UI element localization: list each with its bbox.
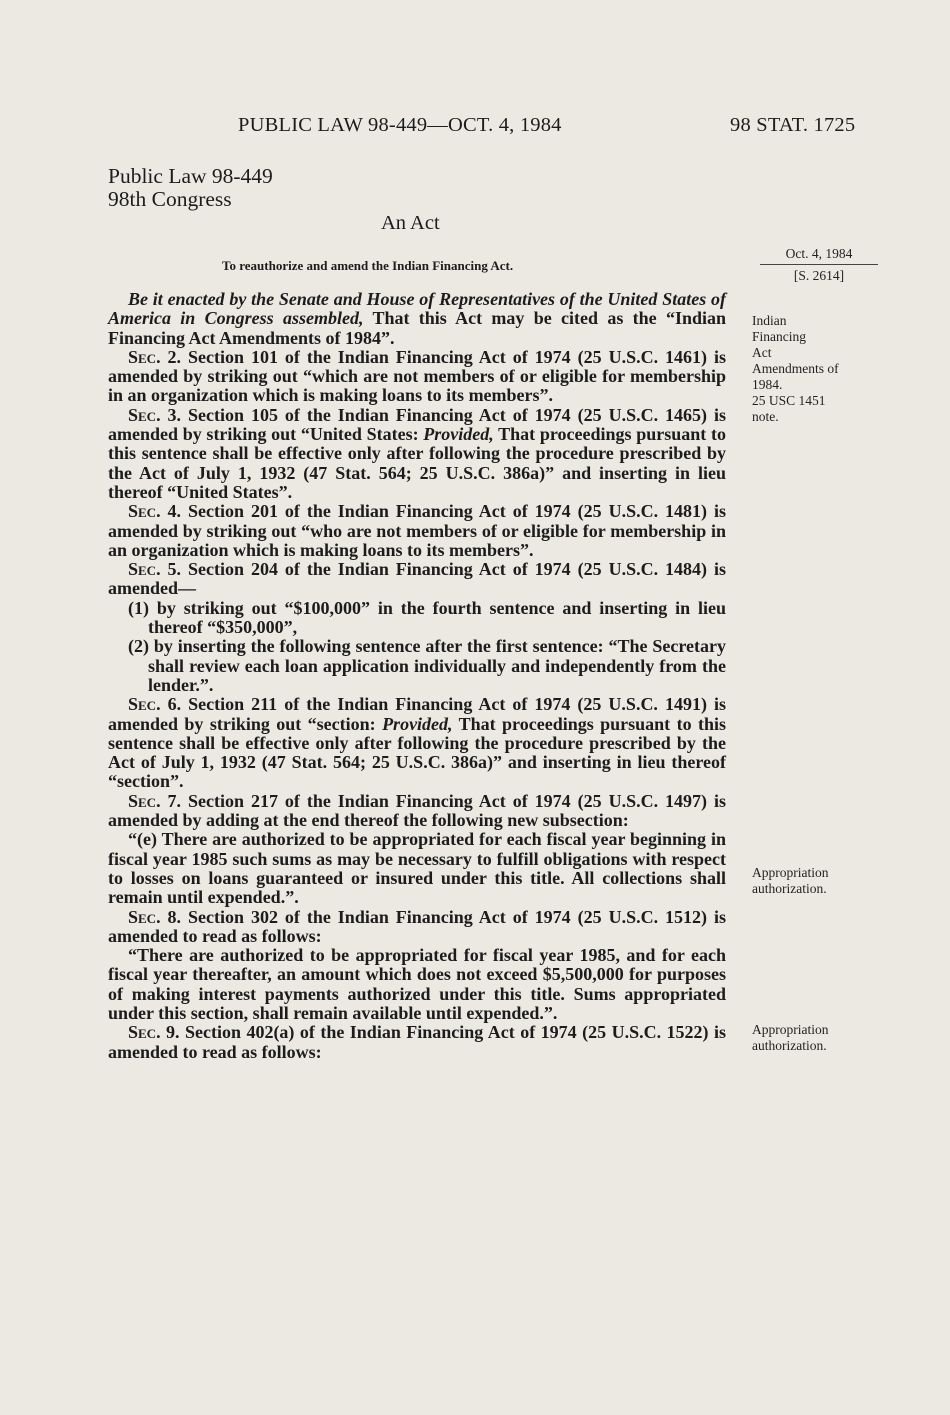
section-6 xyxy=(108,695,726,791)
section-9 xyxy=(108,1023,726,1062)
section-text: Section 211 of the Indian Financing Act of 1974 (25 U.S.C. 1491) is amended by striking out “section: xyxy=(108,694,726,734)
section-label: Sec. 6. xyxy=(128,694,182,715)
congress-number: 98th Congress xyxy=(108,187,232,211)
bill-number: [S. 2614] xyxy=(793,268,845,283)
margin-line: authorization. xyxy=(752,1038,827,1053)
margin-line: Financing xyxy=(752,329,806,344)
section-8-quote: “There are authorized to be appropriated for fiscal year 1985, and for each fiscal year thereafter, an amount which does not exceed $5,500,000 for purposes of making interest payments authorized under this title. Sums appropriated under this section, shall remain available until expended.”. xyxy=(108,945,726,1023)
section-label: Sec. 2. xyxy=(128,346,182,367)
margin-line: 25 USC 1451 xyxy=(752,393,826,408)
margin-line: authorization. xyxy=(752,881,827,896)
section-label: Sec. 4. xyxy=(128,501,182,522)
enacting-clause: Be it enacted by the Senate and House of Representatives of the United States of America in Congress assembled, xyxy=(108,289,726,329)
act-heading: An Act xyxy=(381,212,440,234)
stat-page-number: 98 STAT. 1725 xyxy=(730,114,856,136)
section-label: Sec. 5. xyxy=(128,559,182,580)
margin-note-short-title xyxy=(752,313,882,425)
section-text: Section 101 of the Indian Financing Act of 1974 (25 U.S.C. 1461) is amended by striking out “which are not members of or eligible for membership in an organization which is making loans to its members”. xyxy=(108,346,726,406)
margin-line: note. xyxy=(752,409,779,424)
margin-line: Amendments of xyxy=(752,361,839,376)
act-body xyxy=(108,290,726,1062)
section-7 xyxy=(108,792,726,831)
running-head xyxy=(0,114,950,144)
section-text: That proceedings pursuant to this sentence shall be effective only after following the procedure prescribed by the Act of July 1, 1932 (47 Stat. 564; 25 U.S.C. 386a)” and inserting in lieu thereof “United States”. xyxy=(108,424,726,502)
enactment-date: Oct. 4, 1984 xyxy=(760,246,878,265)
margin-line: 1984. xyxy=(752,377,783,392)
section-5-item-2: (2) by inserting the following sentence after the first sentence: “The Secretary shall review each loan application individually and independently from the lender.”. xyxy=(128,636,726,695)
enacting-paragraph xyxy=(108,290,726,348)
margin-note-date xyxy=(760,246,878,284)
margin-line: Indian xyxy=(752,313,787,328)
section-text: Section 302 of the Indian Financing Act of 1974 (25 U.S.C. 1512) is amended to read as follows: xyxy=(108,906,726,946)
provided-term: Provided, xyxy=(382,713,453,734)
running-head-title: PUBLIC LAW 98-449—OCT. 4, 1984 xyxy=(238,114,562,136)
section-text: Section 217 of the Indian Financing Act of 1974 (25 U.S.C. 1497) is amended by adding at the end thereof the following new subsection: xyxy=(108,790,726,831)
short-title-text: That this Act may be cited as the “Indian Financing Act Amendments of 1984”. xyxy=(108,308,727,348)
section-label: Sec. 8. xyxy=(128,906,182,927)
section-4 xyxy=(108,502,726,560)
section-8 xyxy=(108,908,726,947)
law-identification xyxy=(108,165,273,211)
margin-line: Appropriation xyxy=(752,1022,829,1037)
section-label: Sec. 3. xyxy=(128,404,182,425)
section-5-item-1: (1) by striking out “$100,000” in the fourth sentence and inserting in lieu thereof “$350,000”, xyxy=(128,597,726,638)
act-purpose: To reauthorize and amend the Indian Financing Act. xyxy=(222,258,514,273)
margin-note-appropriation-1 xyxy=(752,865,882,897)
section-label: Sec. 9. xyxy=(128,1022,180,1043)
margin-note-appropriation-2 xyxy=(752,1022,882,1054)
section-text: Section 105 of the Indian Financing Act of 1974 (25 U.S.C. 1465) is amended by striking out “United States: xyxy=(108,404,726,445)
section-2 xyxy=(108,348,726,406)
section-text: That proceedings pursuant to this sentence shall be effective only after following the procedure prescribed by the Act of July 1, 1932 (47 Stat. 564; 25 U.S.C. 386a)” and inserting in lieu thereof “section”. xyxy=(108,713,726,792)
section-text: Section 204 of the Indian Financing Act of 1974 (25 U.S.C. 1484) is amended— xyxy=(108,559,726,599)
public-law-number: Public Law 98-449 xyxy=(108,164,273,188)
section-7-quote: “(e) There are authorized to be appropriated for each fiscal year beginning in fiscal year 1985 such sums as may be necessary to fulfill obligations with respect to losses on loans guaranteed or insured under this title. All collections shall remain until expended.”. xyxy=(108,829,726,908)
section-text: Section 402(a) of the Indian Financing Act of 1974 (25 U.S.C. 1522) is amended to read as follows: xyxy=(108,1022,726,1062)
section-text: Section 201 of the Indian Financing Act of 1974 (25 U.S.C. 1481) is amended by striking out “who are not members of or eligible for membership in an organization which is making loans to its members”. xyxy=(108,501,726,560)
provided-term: Provided, xyxy=(423,424,494,445)
section-label: Sec. 7. xyxy=(128,790,182,811)
section-5 xyxy=(108,560,726,599)
margin-line: Appropriation xyxy=(752,865,829,880)
margin-line: Act xyxy=(752,345,772,360)
section-3 xyxy=(108,406,726,502)
